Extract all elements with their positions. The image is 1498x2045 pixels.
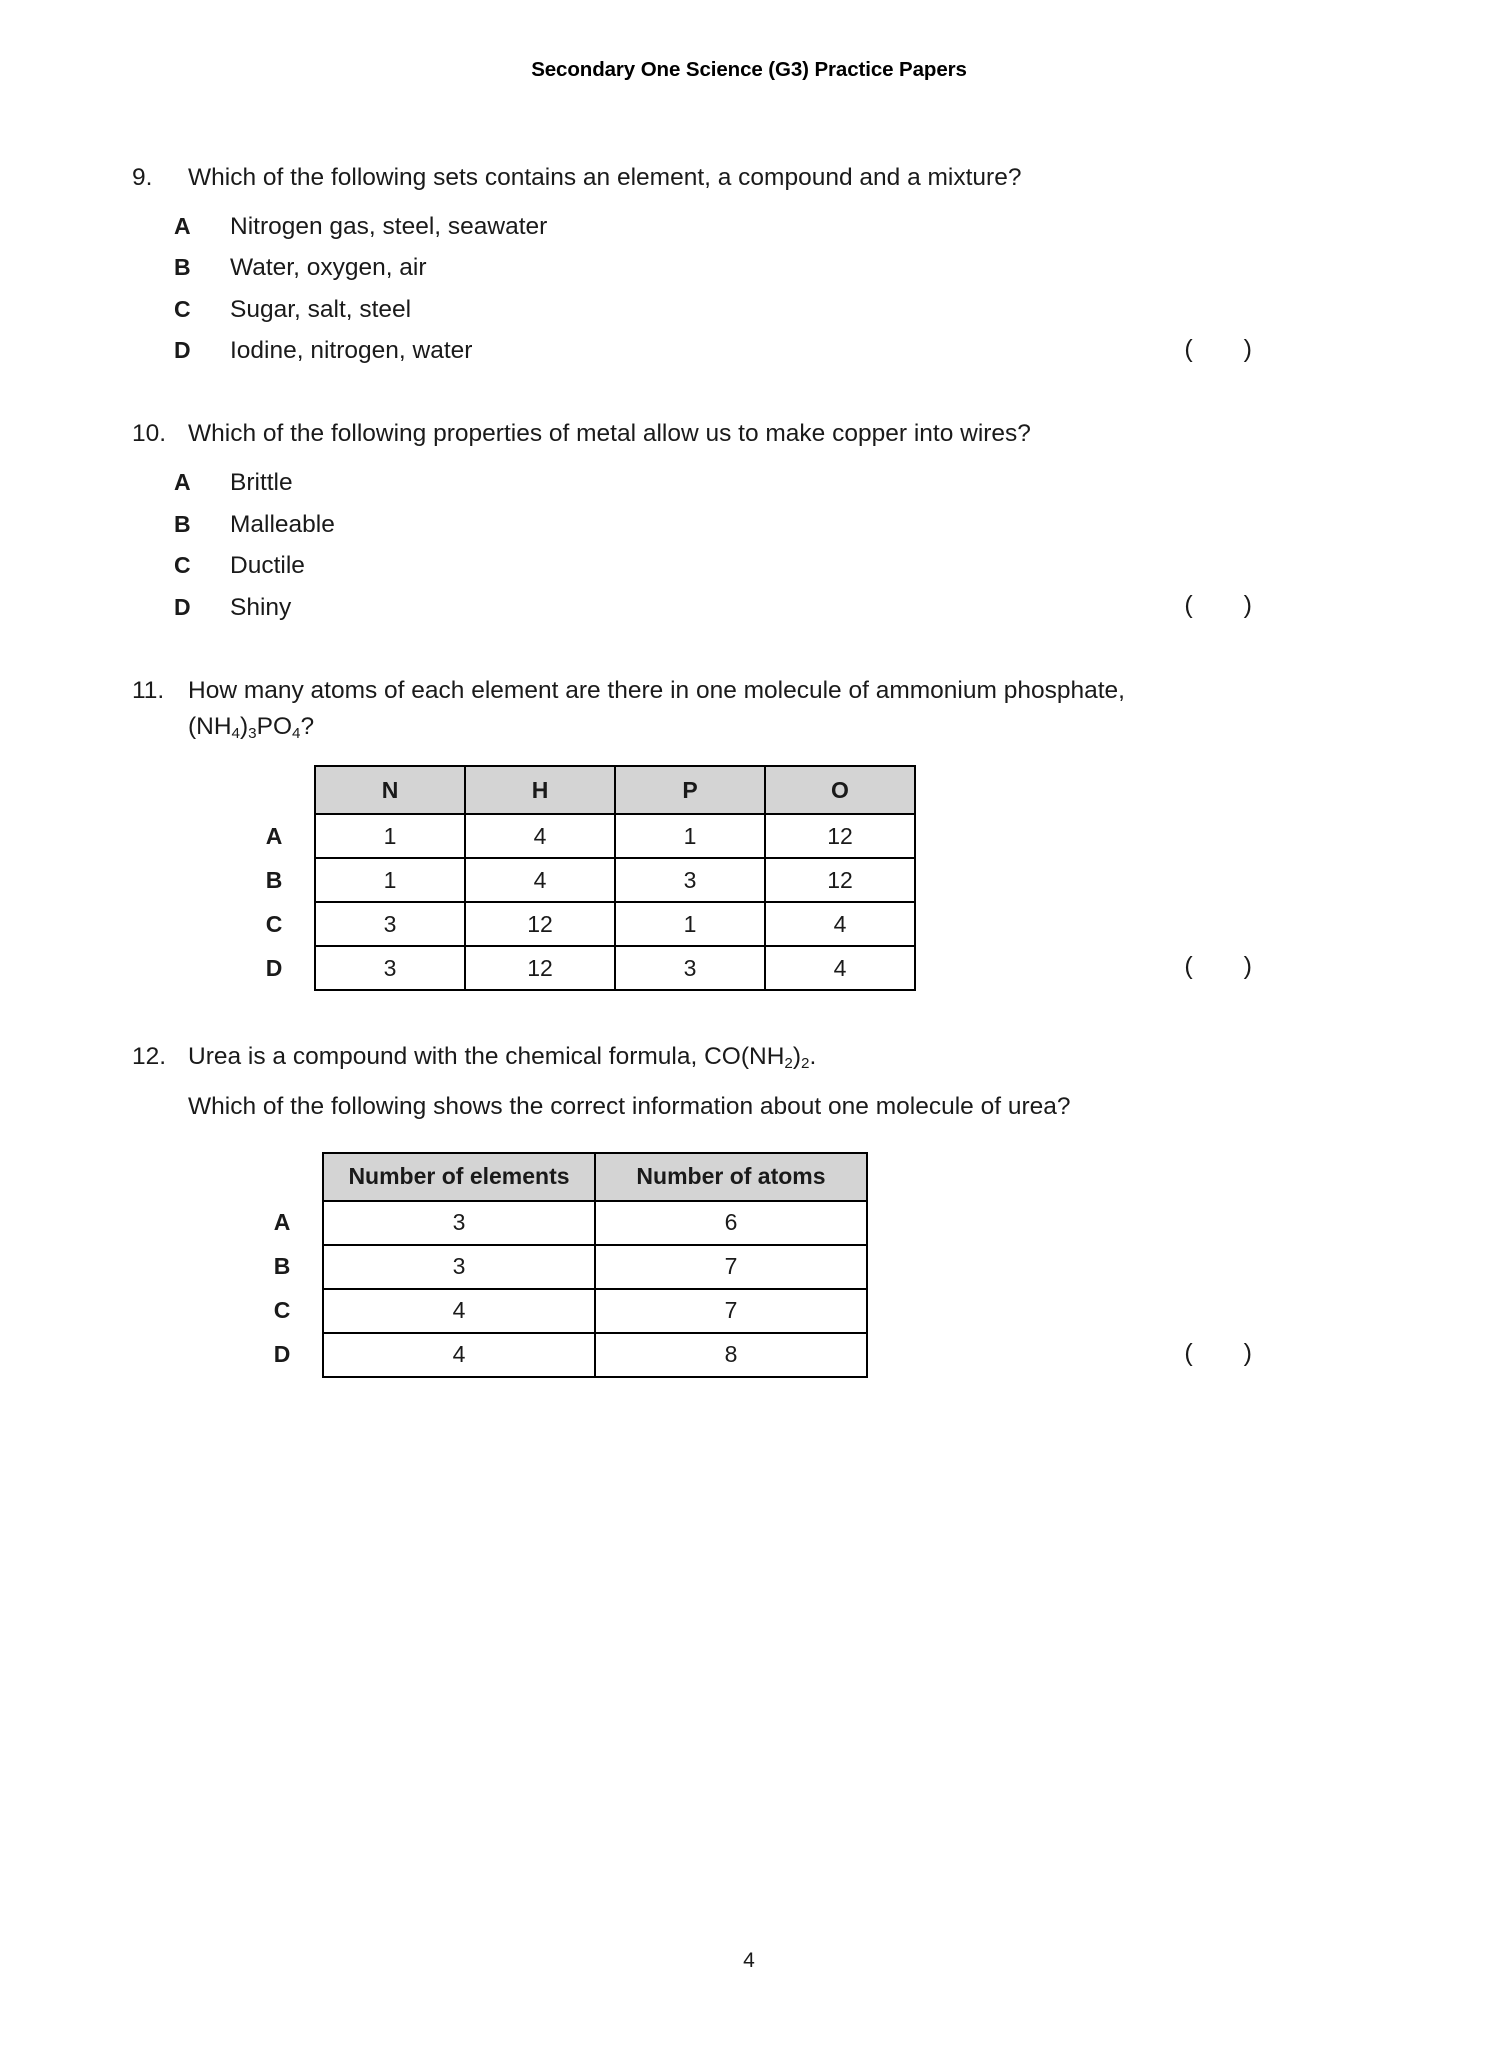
cell-number-of-atoms: 7 [595,1245,867,1289]
question-10-option-b[interactable] [132,504,1372,546]
option-text: Brittle [230,469,293,496]
table-corner-cell [242,766,315,814]
cell-number-of-atoms: 6 [595,1201,867,1245]
question-12-text-line2: Which of the following shows the correct information about one molecule of urea? [188,1093,1071,1121]
question-11-answer-bracket[interactable]: ( ) [1184,952,1274,980]
column-header-number-of-elements: Number of elements [323,1153,595,1201]
table-corner-cell [250,1153,323,1201]
table-row[interactable] [242,902,915,946]
cell-h: 12 [465,946,615,990]
table-row[interactable] [242,946,915,990]
option-letter: C [174,552,191,578]
row-label-d: D [265,954,283,981]
formula-ammonium-phosphate: $(NH_4)_3PO_4$? [188,712,315,742]
question-12 [132,1039,1372,1378]
question-11-text-line1: How many atoms of each element are there in one molecule of ammonium phosphate, [188,676,1125,704]
table-header-row [242,766,915,814]
cell-n: 3 [315,946,465,990]
table-row[interactable] [250,1333,867,1377]
option-text: Sugar, salt, steel [230,295,412,323]
question-12-formula-text: Urea is a compound with the chemical formula, $CO(NH_2)_2$. [188,1043,817,1073]
cell-o: 12 [765,814,915,858]
question-10-number: 10. [132,420,167,448]
option-text: Nitrogen gas, steel, seawater [230,212,548,240]
option-letter: C [174,295,191,322]
table-row[interactable] [242,858,915,902]
row-label-a: A [273,1209,291,1235]
question-10-text: Which of the following properties of metal allow us to make copper into wires? [188,420,1031,448]
column-header-o: O [765,766,915,814]
question-9-option-d[interactable] [132,331,1372,373]
option-text: Water, oxygen, air [230,254,427,282]
table-row[interactable] [250,1245,867,1289]
row-label-c: C [273,1297,291,1323]
question-9-options [132,206,1372,372]
document-header-title: Secondary One Science (G3) Practice Papers [531,58,967,81]
question-9-option-b[interactable] [132,248,1372,290]
option-text: Ductile [230,552,305,579]
cell-number-of-atoms: 8 [595,1333,867,1377]
table-row[interactable] [242,814,915,858]
row-label-b: B [273,1253,291,1279]
question-9-answer-bracket[interactable]: ( ) [1184,334,1274,363]
question-12-table [250,1152,868,1378]
cell-o: 12 [765,858,915,902]
question-10-answer-bracket[interactable]: ( ) [1184,591,1274,619]
cell-p: 1 [615,902,765,946]
question-9-number: 9. [132,164,153,191]
question-12-heading [132,1039,1372,1075]
column-header-number-of-atoms: Number of atoms [595,1153,867,1201]
question-9-option-a[interactable] [132,206,1372,248]
row-label-a: A [265,822,283,849]
question-9-heading [132,160,1372,196]
option-text: Iodine, nitrogen, water [230,337,473,365]
cell-p: 3 [615,858,765,902]
page-number: 4 [743,1949,755,1972]
cell-number-of-elements: 4 [323,1333,595,1377]
option-text: Malleable [230,510,335,538]
cell-number-of-elements: 4 [323,1289,595,1333]
question-10-heading [132,416,1372,452]
cell-h: 4 [465,814,615,858]
cell-p: 1 [615,814,765,858]
cell-number-of-atoms: 7 [595,1289,867,1333]
column-header-h: H [465,766,615,814]
cell-o: 4 [765,946,915,990]
row-label-b: B [265,866,283,893]
question-11-formula [188,709,1372,745]
question-9-option-c[interactable] [132,289,1372,331]
question-12-table-wrap [132,1152,1372,1378]
cell-n: 1 [315,814,465,858]
table-row[interactable] [250,1289,867,1333]
row-label-d: D [273,1341,291,1367]
question-9 [132,160,1372,372]
cell-n: 3 [315,902,465,946]
question-11-number: 11. [132,676,165,704]
question-10-option-a[interactable] [132,463,1372,505]
question-12-number: 12. [132,1043,167,1070]
option-letter: D [174,337,191,364]
row-label-c: C [265,910,283,937]
table-row[interactable] [250,1201,867,1245]
column-header-n: N [315,766,465,814]
cell-h: 4 [465,858,615,902]
table-header-row [250,1153,867,1201]
cell-number-of-elements: 3 [323,1245,595,1289]
question-11-table-wrap [132,765,1372,991]
cell-number-of-elements: 3 [323,1201,595,1245]
question-9-text: Which of the following sets contains an element, a compound and a mixture? [188,164,1022,191]
option-letter: D [174,593,191,620]
cell-p: 3 [615,946,765,990]
questions-container [132,160,1372,1404]
question-10-option-d[interactable] [132,587,1372,629]
question-11-table [242,765,916,991]
question-10-options [132,463,1372,629]
option-letter: B [174,254,191,281]
cell-n: 1 [315,858,465,902]
question-12-text-line1 [188,1039,1372,1075]
question-11-heading [132,673,1372,709]
cell-h: 12 [465,902,615,946]
question-11 [132,673,1372,992]
option-letter: A [174,212,191,239]
option-letter: A [174,469,191,495]
question-10-option-c[interactable] [132,546,1372,588]
column-header-p: P [615,766,765,814]
question-12-answer-bracket[interactable]: ( ) [1184,1338,1274,1367]
option-letter: B [174,510,191,537]
option-text: Shiny [230,593,292,621]
cell-o: 4 [765,902,915,946]
question-10 [132,416,1372,628]
